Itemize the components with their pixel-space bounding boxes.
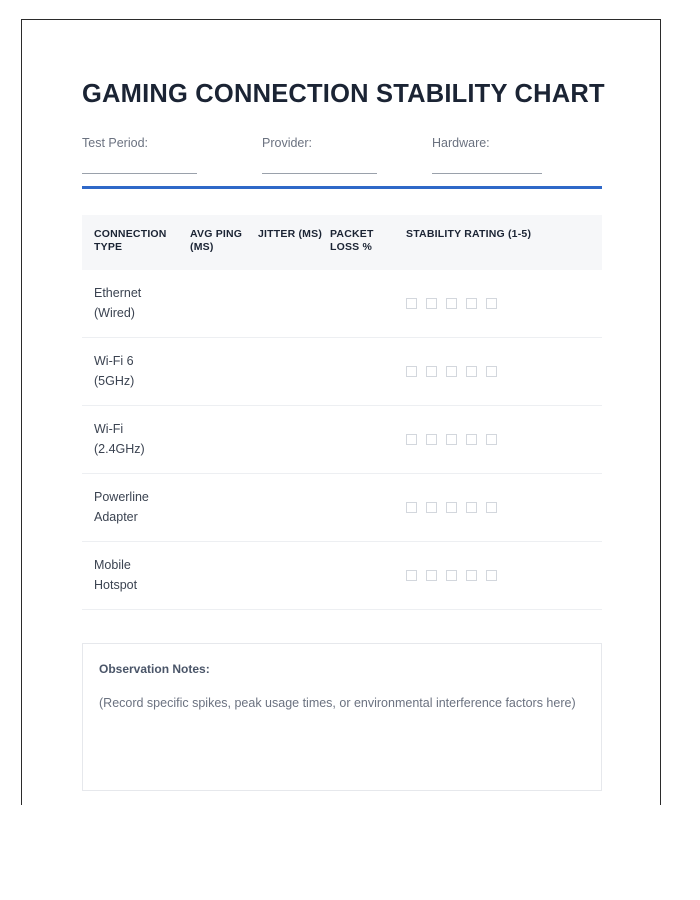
cell-packet-loss[interactable] (330, 474, 406, 542)
cell-jitter[interactable] (258, 474, 330, 542)
table-row (82, 270, 602, 338)
cell-connection-type (82, 406, 190, 474)
connection-type-line2: (5GHz) (94, 373, 135, 388)
meta-input-provider[interactable] (262, 173, 377, 174)
rating-checkbox-group (406, 434, 602, 445)
rating-checkbox-group (406, 298, 602, 309)
connection-type-line1: Powerline (94, 490, 149, 505)
column-header-stability-rating: STABILITY RATING (1-5) (406, 215, 602, 271)
connection-type-line1: Mobile (94, 558, 131, 573)
document-page (21, 19, 661, 805)
cell-packet-loss[interactable] (330, 542, 406, 610)
rating-checkbox-2[interactable] (426, 366, 437, 377)
meta-field-provider[interactable] (262, 136, 432, 174)
cell-avg-ping[interactable] (190, 338, 258, 406)
rating-checkbox-4[interactable] (466, 570, 477, 581)
rating-checkbox-4[interactable] (466, 502, 477, 513)
cell-jitter[interactable] (258, 270, 330, 338)
connection-type-line2: Adapter (94, 509, 138, 524)
meta-input-test-period[interactable] (82, 173, 197, 174)
table-header (82, 215, 602, 271)
observation-notes-box[interactable] (82, 643, 602, 791)
table-header-row (82, 215, 602, 271)
meta-input-hardware[interactable] (432, 173, 542, 174)
cell-stability-rating (406, 338, 602, 406)
rating-checkbox-5[interactable] (486, 502, 497, 513)
rating-checkbox-4[interactable] (466, 298, 477, 309)
rating-checkbox-1[interactable] (406, 570, 417, 581)
cell-avg-ping[interactable] (190, 474, 258, 542)
rating-checkbox-group (406, 366, 602, 377)
rating-checkbox-1[interactable] (406, 502, 417, 513)
cell-jitter[interactable] (258, 542, 330, 610)
rating-checkbox-2[interactable] (426, 570, 437, 581)
page-content (82, 20, 605, 791)
cell-avg-ping[interactable] (190, 542, 258, 610)
connection-type-line1: Wi-Fi 6 (94, 354, 134, 369)
column-header-avg-ping: AVG PING (MS) (190, 215, 258, 271)
cell-connection-type (82, 270, 190, 338)
cell-packet-loss[interactable] (330, 270, 406, 338)
cell-stability-rating (406, 406, 602, 474)
observation-notes-label: Observation Notes: (99, 662, 210, 677)
rating-checkbox-3[interactable] (446, 366, 457, 377)
cell-stability-rating (406, 542, 602, 610)
rating-checkbox-4[interactable] (466, 366, 477, 377)
observation-notes-hint: (Record specific spikes, peak usage times, or environmental interference factors here) (99, 695, 576, 710)
connection-type-line1: Wi-Fi (94, 422, 124, 437)
rating-checkbox-group (406, 502, 602, 513)
cell-connection-type (82, 338, 190, 406)
table-body (82, 270, 602, 610)
rating-checkbox-1[interactable] (406, 366, 417, 377)
table-row (82, 474, 602, 542)
rating-checkbox-3[interactable] (446, 502, 457, 513)
table-row (82, 338, 602, 406)
cell-packet-loss[interactable] (330, 406, 406, 474)
rating-checkbox-group (406, 570, 602, 581)
meta-field-test-period[interactable] (82, 136, 262, 174)
meta-label-provider: Provider: (262, 136, 313, 151)
cell-stability-rating (406, 474, 602, 542)
cell-stability-rating (406, 270, 602, 338)
connection-type-line1: Ethernet (94, 286, 142, 301)
cell-avg-ping[interactable] (190, 270, 258, 338)
table-row (82, 406, 602, 474)
rating-checkbox-1[interactable] (406, 434, 417, 445)
stability-table (82, 215, 602, 611)
page-title: GAMING CONNECTION STABILITY CHART (82, 80, 605, 108)
rating-checkbox-4[interactable] (466, 434, 477, 445)
cell-packet-loss[interactable] (330, 338, 406, 406)
meta-label-hardware: Hardware: (432, 136, 490, 151)
rating-checkbox-3[interactable] (446, 570, 457, 581)
accent-divider (82, 186, 602, 189)
column-header-connection-type: CONNECTION TYPE (82, 215, 190, 271)
rating-checkbox-2[interactable] (426, 298, 437, 309)
meta-fields-row (82, 136, 602, 174)
column-header-packet-loss: PACKET LOSS % (330, 215, 406, 271)
connection-type-line2: (2.4GHz) (94, 441, 145, 456)
rating-checkbox-2[interactable] (426, 434, 437, 445)
cell-jitter[interactable] (258, 338, 330, 406)
column-header-jitter: JITTER (MS) (258, 215, 330, 271)
cell-jitter[interactable] (258, 406, 330, 474)
rating-checkbox-5[interactable] (486, 298, 497, 309)
rating-checkbox-5[interactable] (486, 570, 497, 581)
meta-field-hardware[interactable] (432, 136, 602, 174)
rating-checkbox-5[interactable] (486, 366, 497, 377)
table-row (82, 542, 602, 610)
rating-checkbox-5[interactable] (486, 434, 497, 445)
cell-connection-type (82, 542, 190, 610)
cell-connection-type (82, 474, 190, 542)
meta-label-test-period: Test Period: (82, 136, 149, 151)
rating-checkbox-1[interactable] (406, 298, 417, 309)
cell-avg-ping[interactable] (190, 406, 258, 474)
rating-checkbox-3[interactable] (446, 434, 457, 445)
connection-type-line2: (Wired) (94, 305, 135, 320)
rating-checkbox-2[interactable] (426, 502, 437, 513)
connection-type-line2: Hotspot (94, 577, 138, 592)
rating-checkbox-3[interactable] (446, 298, 457, 309)
